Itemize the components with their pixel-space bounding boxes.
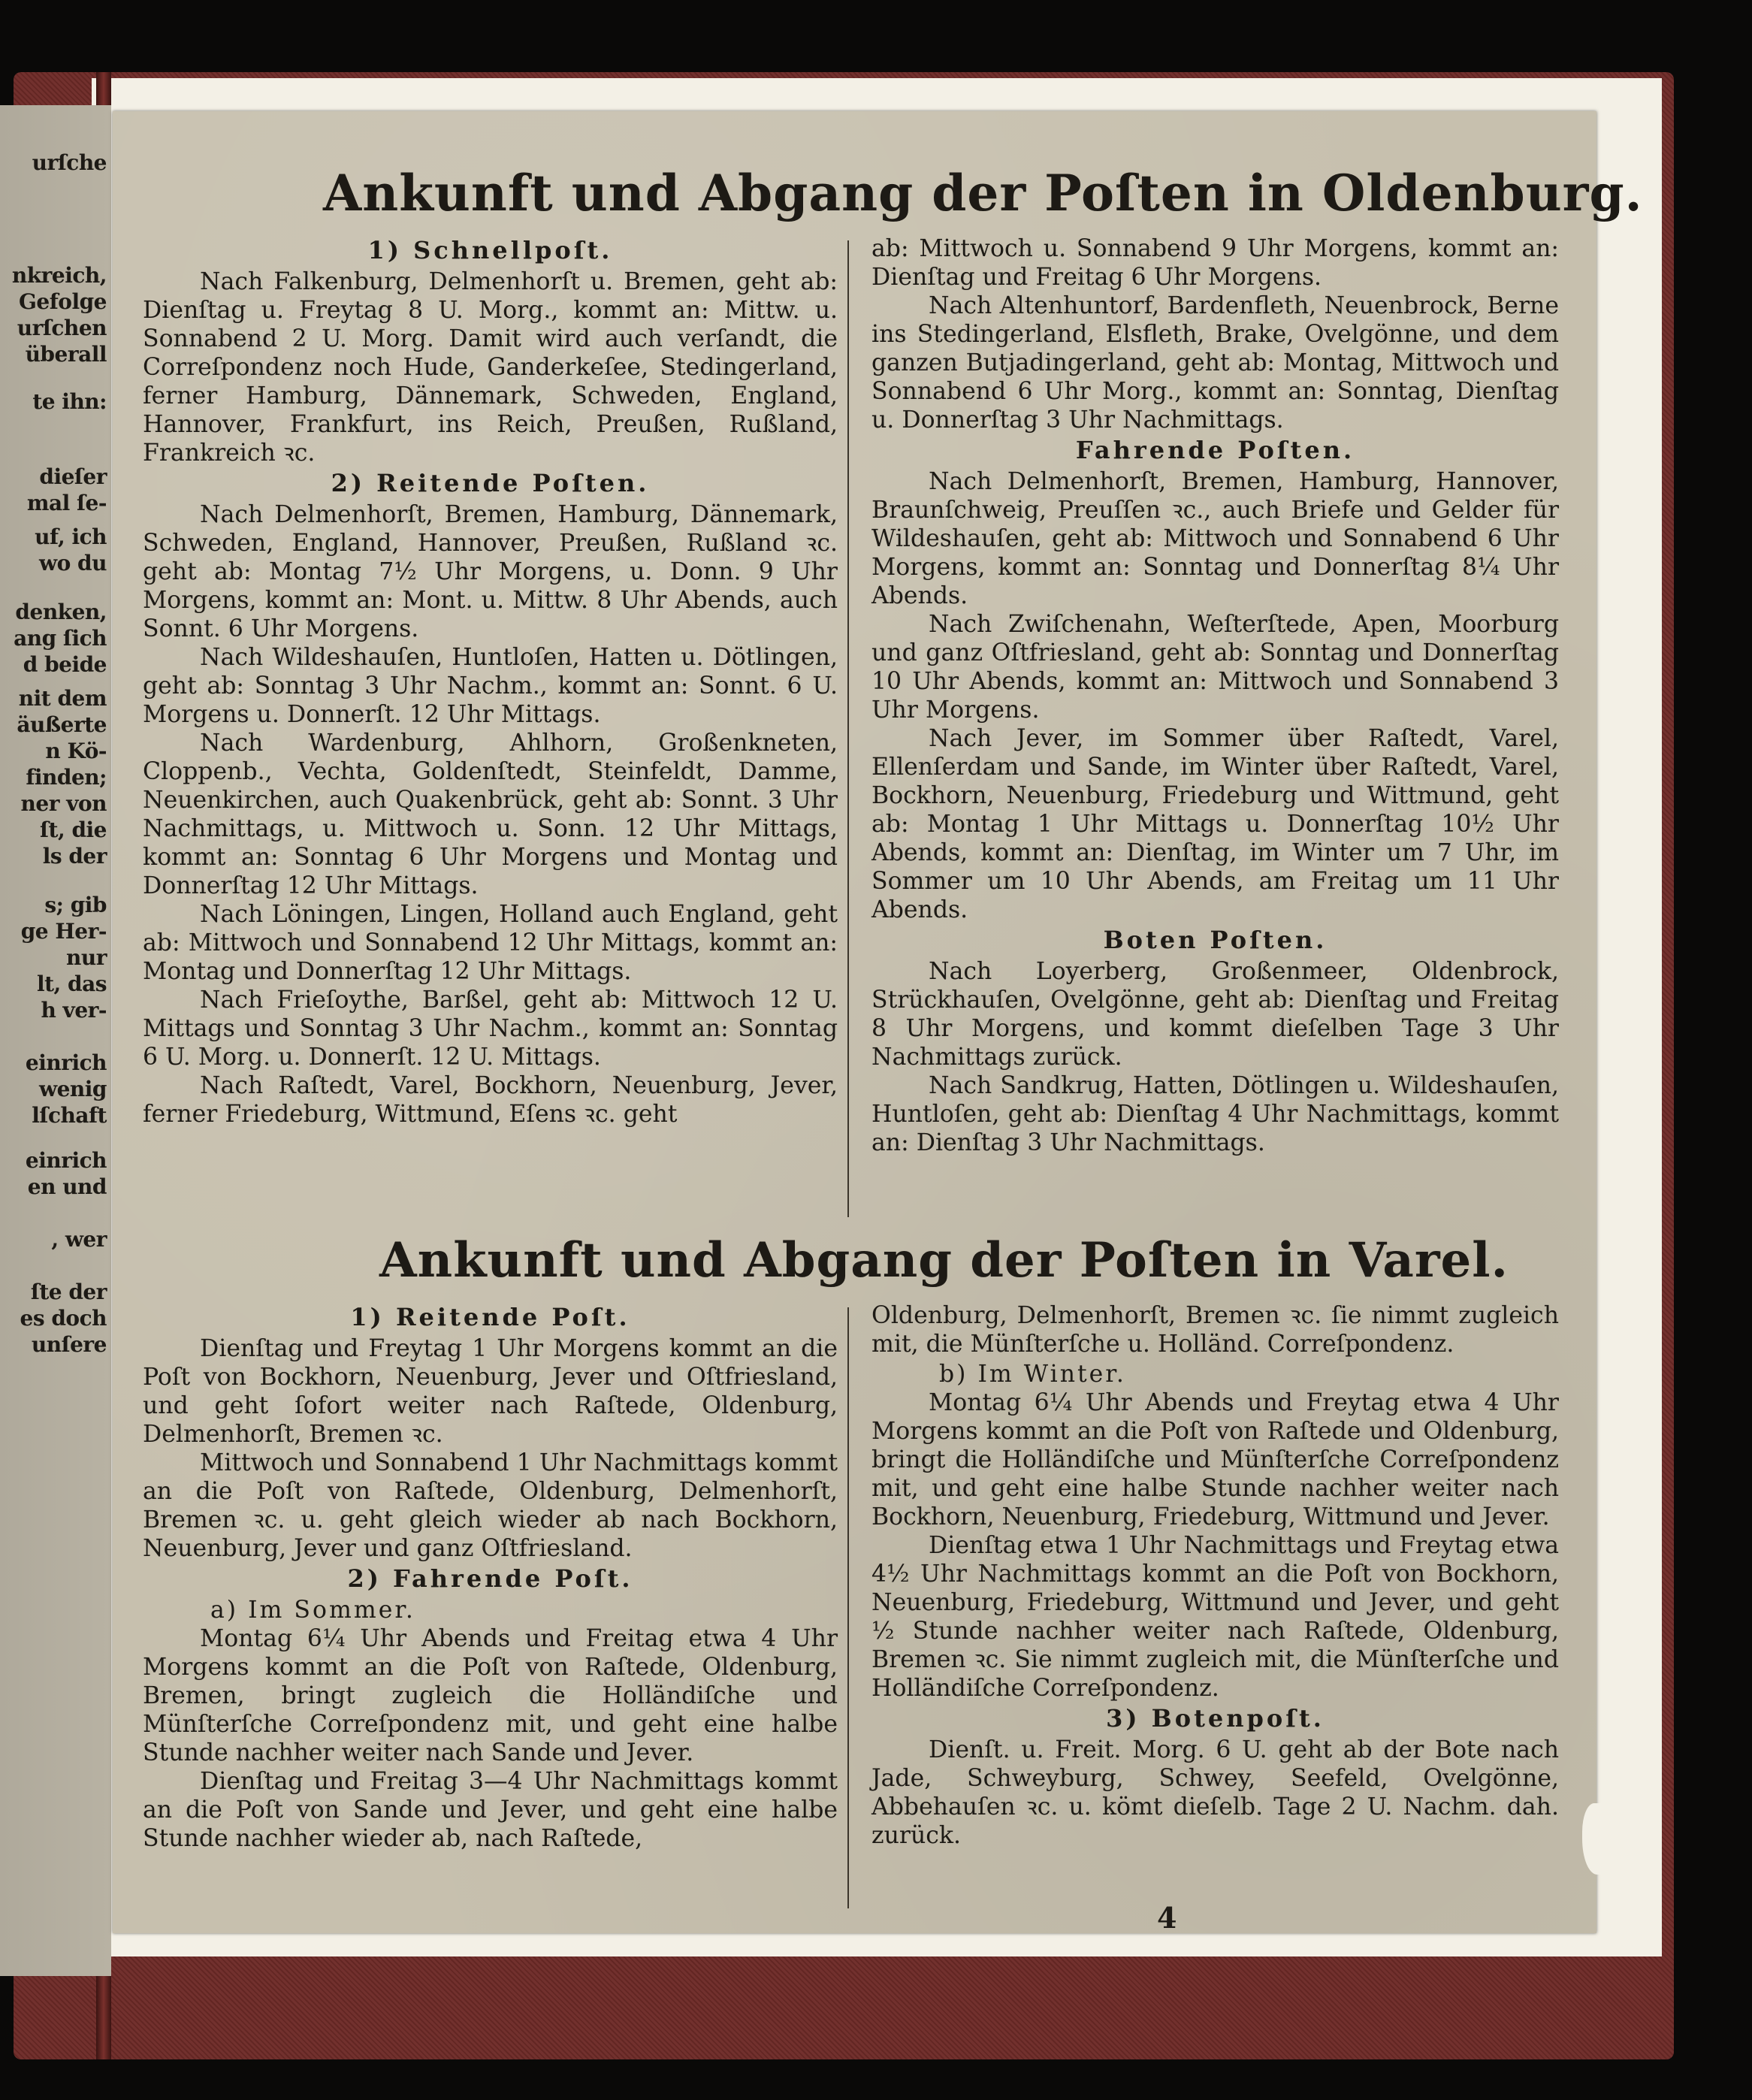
paragraph: Nach Wardenburg, Ahlhorn, Großenkneten, Cloppenb., Vechta, Goldenſtedt, Steinfeldt, Damme, Neuenkirchen, auch Quakenbrück, geht ab: Sonnt. 3 Uhr Nachmittags, u. Mittwoch u. Sonn. 12 Uhr Mittags, kommt an: Sonntag 6 Uhr Morgens und Montag und Donnerſtag 12 Uhr Mittags. <box>143 730 838 899</box>
previous-page-fragment: nur <box>66 945 107 970</box>
previous-page-fragment: ge Her- <box>20 919 107 944</box>
paragraph: Nach Zwiſchenahn, Weſterſtede, Apen, Moorburg und ganz Oſtfriesland, geht ab: Sonntag und Donnerſtag 10 Uhr Abends, kommt an: Mittwoch und Sonnabend 3 Uhr Morgens. <box>871 611 1559 724</box>
previous-page-fragment: unſere <box>31 1332 107 1357</box>
paragraph: Montag 6¼ Uhr Abends und Freytag etwa 4 Uhr Morgens kommt an die Poſt von Raſtede und Oldenburg, bringt die Holländiſche und Münſterſche Correſpondenz mit, und geht eine halbe Stunde nachher weiter nach Bockhorn, Neuenburg, Friedeburg, Wittmund und Jever. <box>871 1389 1559 1530</box>
previous-page-fragment: einrich <box>25 1148 107 1173</box>
previous-page-fragment: finden; <box>26 765 107 790</box>
previous-page-fragment: n Kö- <box>45 739 107 763</box>
paragraph: Nach Delmenhorſt, Bremen, Hamburg, Hannover, Braunſchweig, Preuſſen ꝛc., auch Briefe und Gelder für Wildeshauſen, geht ab: Mittwoch und Sonnabend 6 Uhr Morgens, kommt an: Sonntag und Donnerſtag 8¼ Uhr Abends. <box>871 468 1559 609</box>
varel-right-column <box>871 1301 1559 1850</box>
paragraph: Nach Sandkrug, Hatten, Dötlingen u. Wildeshauſen, Huntloſen, geht ab: Dienſtag 4 Uhr Nachmittags, kommt an: Dienſtag 3 Uhr Nachmittags. <box>871 1072 1559 1156</box>
previous-page-fragment: dieſer <box>39 464 107 489</box>
previous-page-fragment: wo du <box>39 551 107 576</box>
oldenburg-right-column <box>871 234 1559 1157</box>
heading-schnellpost: 1) Schnellpoſt. <box>367 236 613 264</box>
title-oldenburg: Ankunft und Abgang der Poſten in Oldenburg. <box>323 164 1643 222</box>
previous-page-fragment: h ver- <box>41 998 107 1023</box>
column-rule <box>847 1307 849 1908</box>
subheading-im-sommer: a) Im Sommer. <box>210 1597 415 1624</box>
paragraph: Nach Löningen, Lingen, Holland auch England, geht ab: Mittwoch und Sonnabend 12 Uhr Mittags, kommt an: Montag und Donnerſtag 12 Uhr Mittags. <box>143 901 838 985</box>
previous-page-fragment: nkreich, <box>11 263 107 288</box>
previous-page-fragment: ſte der <box>30 1280 107 1304</box>
paragraph: Nach Jever, im Sommer über Raſtedt, Varel, Ellenſerdam und Sande, im Winter über Raſtedt, Varel, Bockhorn, Neuenburg, Friedeburg und Wittmund, geht ab: Montag 1 Uhr Mittags u. Donnerſtag 10½ Uhr Abends, kommt an: Dienſtag, im Winter um 7 Uhr, im Sommer um 10 Uhr Abends, am Freitag um 11 Uhr Abends. <box>871 725 1559 923</box>
previous-page-fragment: denken, <box>15 600 107 624</box>
previous-page-fragment: lſchaft <box>32 1103 107 1128</box>
paragraph: Nach Wildeshauſen, Huntloſen, Hatten u. Dötlingen, geht ab: Sonntag 3 Uhr Nachm., kommt an: Sonnt. 6 U. Morgens u. Donnerſt. 12 Uhr Mittags. <box>143 644 838 728</box>
paragraph: Dienſtag etwa 1 Uhr Nachmittags und Freytag etwa 4½ Uhr Nachmittags kommt an die Poſt von Bockhorn, Neuenburg, Friedeburg, Wittmund und Jever, und geht ½ Stunde nachher weiter nach Raſtede, Oldenburg, Bremen ꝛc. Sie nimmt zugleich mit, die Münſterſche und Holländiſche Correſpondenz. <box>871 1532 1559 1702</box>
previous-page-fragment: te ihn: <box>32 389 107 414</box>
previous-page-fragment: wenig <box>39 1077 107 1101</box>
column-rule <box>847 240 849 1217</box>
previous-page-fragment: uf, ich <box>35 524 107 549</box>
paragraph: Nach Frieſoythe, Barßel, geht ab: Mittwoch 12 U. Mittags und Sonntag 3 Uhr Nachm., kommt an: Sonntag 6 U. Morg. u. Donnerſt. 12 U. Mittags. <box>143 987 838 1071</box>
paragraph: Nach Delmenhorſt, Bremen, Hamburg, Dännemark, Schweden, England, Hannover, Preußen, Rußland ꝛc. geht ab: Montag 7½ Uhr Morgens, u. Donn. 9 Uhr Morgens, kommt an: Mont. u. Mittw. 8 Uhr Abends, auch Sonnt. 6 Uhr Morgens. <box>143 501 838 642</box>
paragraph: Dienſt. u. Freit. Morg. 6 U. geht ab der Bote nach Jade, Schweyburg, Schwey, Seefeld, Ovelgönne, Abbehauſen ꝛc. u. kömt dieſelb. Tage 2 U. Nachm. dah. zurück. <box>871 1736 1559 1849</box>
paragraph: Dienſtag und Freytag 1 Uhr Morgens kommt an die Poſt von Bockhorn, Neuenburg, Jever und Oſtfriesland, und geht ſofort weiter nach Raſtede, Oldenburg, Delmenhorſt, Bremen ꝛc. <box>143 1335 838 1448</box>
previous-page-fragment: es doch <box>20 1306 107 1331</box>
paragraph: Montag 6¼ Uhr Abends und Freitag etwa 4 Uhr Morgens kommt an die Poſt von Raſtede, Oldenburg, Bremen, bringt zugleich die Holländiſche und Münſterſche Correſpondenz mit, und geht eine halbe Stunde nachher weiter nach Sande und Jever. <box>143 1625 838 1766</box>
paragraph: Oldenburg, Delmenhorſt, Bremen ꝛc. ſie nimmt zugleich mit, die Münſterſche u. Holländ. Correſpondenz. <box>871 1302 1559 1358</box>
paragraph: Nach Altenhuntorf, Bardenfleth, Neuenbrock, Berne ins Stedingerland, Elsfleth, Brake, Ovelgönne, und dem ganzen Butjadingerland, geht ab: Montag, Mittwoch und Sonnabend 6 Uhr Morg., kommt an: Sonntag, Dienſtag u. Donnerſtag 3 Uhr Nachmittags. <box>871 292 1559 434</box>
heading-botenpost: 3) Botenpoſt. <box>1106 1704 1325 1733</box>
torn-page-corner <box>1582 1803 1612 1875</box>
heading-boten-posten: Boten Poſten. <box>1103 926 1328 954</box>
previous-page-fragment: urſchen <box>17 316 107 340</box>
previous-page-fragment: s; gib <box>44 893 107 917</box>
previous-page-edge <box>0 105 111 1976</box>
heading-fahrende-post: 2) Fahrende Poſt. <box>347 1564 633 1593</box>
paragraph: ab: Mittwoch u. Sonnabend 9 Uhr Morgens, kommt an: Dienſtag und Freitag 6 Uhr Morgens. <box>871 235 1559 291</box>
previous-page-fragment: nit dem <box>18 686 107 711</box>
previous-page-fragment: mal ſe- <box>26 491 107 515</box>
previous-page-fragment: d beide <box>23 652 107 677</box>
previous-page-fragment: lt, das <box>36 971 107 996</box>
heading-reitende-post: 1) Reitende Poſt. <box>350 1303 630 1331</box>
previous-page-fragment: en und <box>27 1174 107 1199</box>
paragraph: Nach Loyerberg, Großenmeer, Oldenbrock, Strückhauſen, Ovelgönne, geht ab: Dienſtag und Freitag 8 Uhr Morgens, und kommt dieſelben Tage 3 Uhr Nachmittags zurück. <box>871 958 1559 1071</box>
page-number: 4 <box>1157 1901 1177 1935</box>
subheading-im-winter: b) Im Winter. <box>939 1361 1126 1388</box>
heading-fahrende-posten: Fahrende Poſten. <box>1075 436 1355 464</box>
previous-page-fragment: ſt, die <box>39 817 107 842</box>
previous-page-fragment: überall <box>25 342 107 367</box>
paragraph: Mittwoch und Sonnabend 1 Uhr Nachmittags kommt an die Poſt von Raſtede, Oldenburg, Delmenhorſt, Bremen ꝛc. u. geht gleich wieder ab nach Bockhorn, Neuenburg, Jever und ganz Oſtfriesland. <box>143 1449 838 1562</box>
paragraph: Dienſtag und Freitag 3—4 Uhr Nachmittags kommt an die Poſt von Sande und Jever, und geht eine halbe Stunde nachher wieder ab, nach Raſtede, <box>143 1768 838 1852</box>
previous-page-fragment: ang ſich <box>14 626 107 651</box>
paragraph: Nach Falkenburg, Delmenhorſt u. Bremen, geht ab: Dienſtag u. Freytag 8 U. Morg., kommt an: Mittw. u. Sonnabend 2 U. Morg. Damit wird auch verſandt, die Correſpondenz noch Hude, Ganderkeſee, Stedingerland, ferner Hamburg, Dännemark, Schweden, England, Hannover, Frankfurt, ins Reich, Preußen, Rußland, Frankreich ꝛc. <box>143 268 838 467</box>
previous-page-fragment: , wer <box>51 1227 107 1252</box>
previous-page-fragment: einrich <box>25 1050 107 1075</box>
previous-page-fragment: Gefolge <box>19 289 107 314</box>
previous-page-fragment: ner von <box>20 791 107 816</box>
paragraph: Nach Raſtedt, Varel, Bockhorn, Neuenburg, Jever, ferner Friedeburg, Wittmund, Eſens ꝛc. geht <box>143 1072 838 1128</box>
previous-page-fragment: ls der <box>42 844 107 869</box>
varel-left-column <box>143 1301 838 1853</box>
oldenburg-left-column <box>143 234 838 1129</box>
title-varel: Ankunft und Abgang der Poſten in Varel. <box>379 1232 1509 1289</box>
heading-reitende-posten: 2) Reitende Poſten. <box>331 469 650 497</box>
previous-page-fragment: äußerte <box>17 712 107 737</box>
previous-page-fragment: urſche <box>32 150 107 175</box>
